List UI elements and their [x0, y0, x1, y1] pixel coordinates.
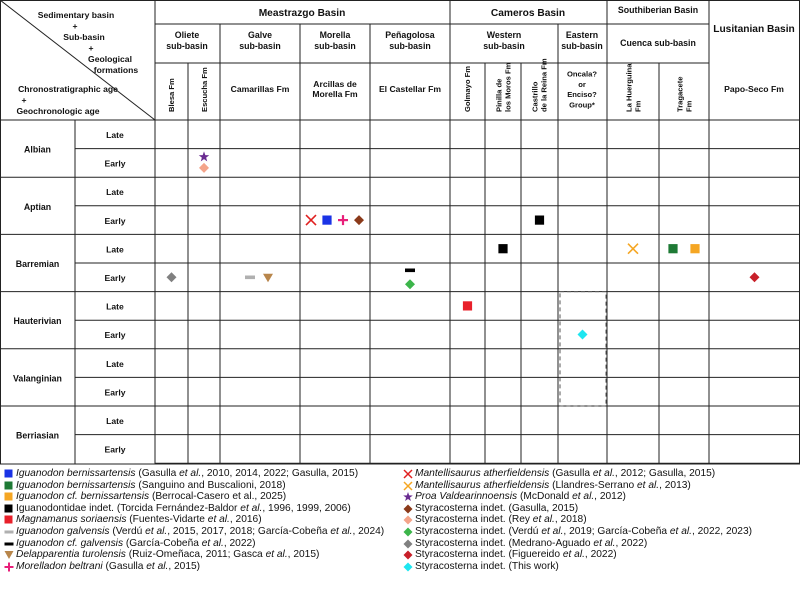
age-aptian: Aptian [23, 201, 52, 212]
legend-item [4, 491, 384, 503]
legend-dash [5, 530, 14, 533]
legend-reference: (Gasulla et al., 2012; Gasulla, 2015) [552, 468, 716, 479]
legend-square [5, 481, 13, 489]
legend-item [403, 549, 752, 561]
corner-label: + [88, 43, 94, 53]
legend-diamond [404, 527, 413, 536]
subage-late: Late [106, 358, 124, 369]
table-labels [13, 5, 795, 455]
legend-item [4, 538, 384, 550]
subbasin-western: sub-basin [483, 41, 525, 51]
legend-symbol [403, 538, 413, 550]
legend-reference: (Medrano-Aguado et al., 2022) [508, 537, 648, 549]
subage-early: Early [104, 387, 126, 398]
subage-late: Late [106, 416, 124, 426]
legend-symbol [4, 514, 14, 526]
formation-oncala: Enciso? [567, 90, 597, 100]
legend-item [403, 526, 752, 538]
legend-symbol [403, 549, 413, 561]
legend-item [403, 561, 752, 573]
legend-symbol [403, 480, 413, 492]
marker-10 [405, 279, 415, 289]
subbasin-penagolosa: sub-basin [389, 41, 431, 51]
legend-item [4, 503, 384, 515]
legend-species: Mantellisaurus atherfieldensis [415, 479, 550, 491]
legend-item [4, 514, 384, 526]
legend-item [4, 468, 384, 480]
basin-lusitanian: Lusitanian Basin [713, 24, 795, 35]
marker-7 [338, 215, 348, 225]
legend-square [5, 493, 13, 501]
marker-2 [199, 163, 209, 173]
legend-symbol [4, 538, 14, 550]
legend-species: Iguanodon bernissartensis [16, 479, 136, 491]
legend-symbol [4, 561, 14, 573]
formation-oncala: or [578, 79, 586, 89]
formation-castellar: El Castellar Fm [378, 84, 442, 94]
subbasin-western: Western [486, 30, 522, 40]
formation-arcillas: Arcillas de [313, 78, 357, 89]
legend-diamond [404, 551, 413, 560]
legend-species: Magnamanus soriaensis [16, 514, 127, 526]
formation-pinilla: los Moros Fm [503, 62, 513, 112]
legend-reference: (Verdú et al., 2015, 2017, 2018; García-Cobeña et al., 2024) [112, 525, 385, 537]
basin-southiberian: Southiberian Basin [617, 5, 699, 15]
legend-reference: (Torcida Fernández-Baldor et al., 1996, 1999, 2006) [116, 502, 351, 514]
legend-reference: (Ruiz-Omeñaca, 2011; Gasca et al., 2015) [128, 549, 320, 561]
legend-column-left [4, 468, 384, 572]
age-hauterivian: Hauterivian [13, 316, 62, 327]
legend-species: Iguanodon galvensis [16, 525, 110, 537]
formation-tragacete: Tragacete [675, 76, 685, 112]
subage-late: Late [106, 244, 124, 255]
legend-diamond [404, 562, 413, 571]
marker-15 [628, 244, 638, 254]
corner-label: Geological [88, 54, 132, 64]
legend-item [403, 514, 752, 526]
corner-label: Sedimentary basin [37, 10, 115, 20]
formation-pinilla: Pinilla de [494, 78, 504, 112]
legend-item [4, 480, 384, 492]
basin-maestrazgo: Meastrazgo Basin [258, 8, 346, 19]
legend-diamond [404, 516, 413, 525]
subbasin-galve: sub-basin [239, 41, 281, 51]
marker-11 [463, 301, 472, 310]
legend-square [5, 470, 13, 478]
subage-early: Early [104, 444, 126, 455]
legend-square [5, 504, 13, 512]
legend-reference: (Rey et al., 2018) [508, 514, 587, 526]
subbasin-oliete: sub-basin [166, 41, 208, 51]
legend-species: Styracosterna indet. [415, 525, 506, 537]
marker-5 [306, 215, 316, 225]
subbasin-penagolosa: Peñagolosa [385, 30, 435, 40]
formation-huerguina: Fm [633, 100, 643, 112]
legend-item [4, 549, 384, 561]
legend-symbol [4, 526, 14, 538]
formation-escucha: Escucha Fm [200, 67, 209, 112]
formation-huerguina: La Huerguina [624, 63, 634, 112]
legend-item [403, 503, 752, 515]
legend-symbol [4, 468, 14, 480]
marker-13 [535, 216, 544, 225]
legend-item [403, 538, 752, 550]
legend-reference: (Gasulla et al., 2015) [105, 560, 201, 572]
marker-8 [354, 215, 364, 225]
age-berriasian: Berriasian [15, 430, 60, 441]
marker-0 [167, 272, 177, 282]
legend-item [403, 491, 752, 503]
subage-early: Early [104, 330, 126, 341]
legend-symbol [4, 491, 14, 503]
legend-dash [5, 542, 14, 545]
legend-triangle [5, 551, 14, 559]
formation-blesa: Blesa Fm [167, 78, 176, 112]
legend-symbol [403, 514, 413, 526]
subbasin-morella: sub-basin [314, 41, 356, 51]
legend-reference: (Gasulla, 2015) [508, 502, 579, 514]
legend-item [4, 526, 384, 538]
subbasin-eastern: Eastern [565, 30, 599, 40]
legend-item [403, 480, 752, 492]
legend-item [403, 468, 752, 480]
formation-golmayo: Golmayo Fm [463, 66, 472, 112]
marker-16 [668, 244, 677, 253]
corner-label: Chronostratigraphic age [18, 84, 118, 94]
age-barremian: Barremian [15, 259, 60, 269]
legend-symbol [403, 526, 413, 538]
legend-star [403, 492, 413, 501]
marker-1 [199, 151, 209, 161]
age-valanginian: Valanginian [13, 373, 62, 384]
formation-paposeco: Papo-Seco Fm [724, 84, 784, 94]
formation-arcillas: Morella Fm [312, 89, 358, 100]
legend-species: Styracosterna indet. [415, 537, 506, 549]
corner-label: + [21, 95, 27, 105]
marker-3 [245, 276, 255, 280]
legend-species: Iguanodon cf. bernissartensis [16, 491, 150, 503]
legend-species: Delapparentia turolensis [16, 549, 126, 561]
legend-symbol [403, 503, 413, 515]
subbasin-eastern: sub-basin [561, 41, 603, 51]
legend-item [4, 561, 384, 573]
legend-species: Iguanodon cf. galvensis [16, 537, 124, 549]
corner-label: Geochronologic age [16, 106, 100, 116]
legend-reference: (Fuentes-Vidarte et al., 2016) [129, 514, 262, 526]
subbasin-morella: Morella [319, 30, 351, 40]
marker-9 [405, 269, 415, 273]
legend-species: Morelladon beltrani [16, 560, 103, 572]
legend-species: Iguanodon bernissartensis [16, 468, 136, 479]
legend-reference: (This work) [508, 560, 559, 572]
legend-species: Styracosterna indet. [415, 560, 506, 572]
legend-symbol [4, 549, 14, 561]
marker-6 [322, 216, 331, 225]
legend-diamond [404, 539, 413, 548]
legend-symbol [403, 491, 413, 503]
legend-species: Styracosterna indet. [415, 514, 506, 526]
legend-reference: (García-Cobeña et al., 2022) [125, 537, 256, 549]
legend-reference: (Berrocal-Casero et al., 2025) [151, 491, 287, 503]
subage-early: Early [104, 215, 126, 226]
formation-tragacete: Fm [684, 100, 694, 112]
corner-label: + [72, 21, 78, 31]
marker-17 [690, 244, 699, 253]
formation-castrillo: Castrillo [530, 81, 540, 112]
legend-symbol [403, 468, 413, 480]
marker-4 [263, 274, 273, 283]
legend-diamond [404, 504, 413, 513]
legend-reference: (Llandres-Serrano et al., 2013) [552, 479, 691, 491]
legend-species: Proa Valdearinnoensis [415, 491, 518, 503]
subage-late: Late [106, 301, 124, 312]
marker-18 [750, 272, 760, 282]
marker-14 [578, 330, 588, 340]
legend-species: Styracosterna indet. [415, 549, 506, 561]
legend-square [5, 516, 13, 524]
legend-reference: (Sanguino and Buscalioni, 2018) [138, 479, 286, 491]
legend-reference: (Figuereido et al., 2022) [508, 549, 617, 561]
marker-12 [498, 244, 507, 253]
legend-reference: (Gasulla et al., 2010, 2014, 2022; Gasulla, 2015) [138, 468, 359, 479]
formation-camarillas: Camarillas Fm [230, 84, 290, 94]
legend-symbol [4, 503, 14, 515]
legend-species: Iguanodontidae indet. [16, 502, 114, 514]
subbasin-oliete: Oliete [174, 30, 200, 40]
subbasin-cuenca: Cuenca sub-basin [620, 38, 696, 48]
subage-early: Early [104, 158, 126, 169]
legend [0, 466, 800, 589]
basin-cameros: Cameros Basin [490, 8, 566, 19]
corner-label: formations [93, 65, 139, 75]
legend-species: Styracosterna indet. [415, 502, 506, 514]
legend-symbol [403, 561, 413, 573]
legend-column-right [403, 468, 752, 572]
occurrence-markers [167, 151, 760, 406]
corner-label: Sub-basin [63, 32, 105, 42]
age-albian: Albian [24, 144, 51, 155]
subage-early: Early [104, 273, 126, 283]
subbasin-galve: Galve [248, 30, 272, 40]
formation-oncala: Oncala? [567, 69, 597, 79]
formation-oncala: Group* [569, 100, 595, 110]
legend-reference: (McDonald et al., 2012) [519, 491, 626, 503]
subage-late: Late [106, 187, 124, 198]
legend-symbol [4, 480, 14, 492]
formation-castrillo: de la Reina Fm [539, 58, 549, 112]
legend-species: Mantellisaurus atherfieldensis [415, 468, 550, 479]
legend-reference: (Verdú et al., 2019; García-Cobeña et al., 2022, 2023) [508, 525, 753, 537]
subage-late: Late [106, 130, 124, 140]
